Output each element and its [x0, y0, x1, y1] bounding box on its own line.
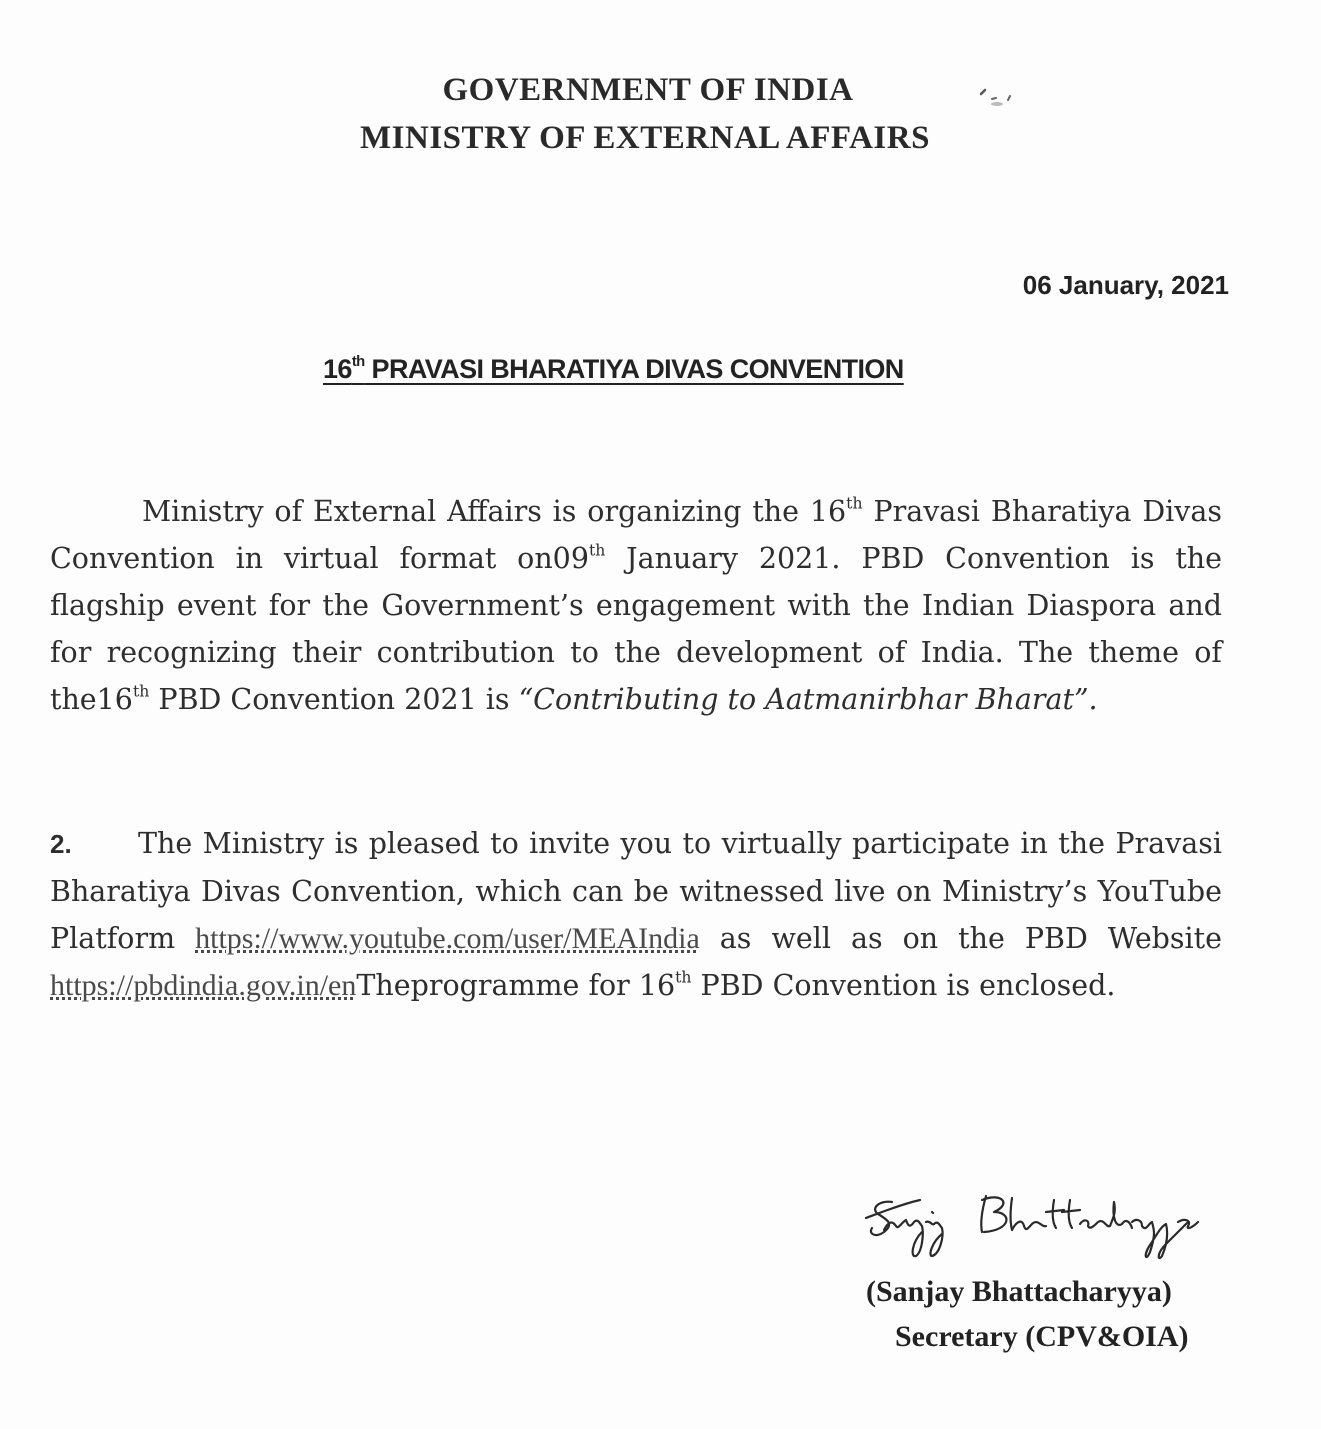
title-ordinal: th	[351, 354, 365, 371]
signatory-designation: Secretary (CPV&OIA)	[895, 1320, 1189, 1353]
paragraph-2	[50, 820, 1222, 1009]
document-title	[323, 354, 904, 385]
para1-text-2: Pravasi Bharatiya Divas Convention in virtual format on09	[50, 495, 1222, 575]
para2-text-4: PBD Convention is enclosed.	[691, 969, 1116, 1002]
pbd-website-link[interactable]: https://pbdindia.gov.in/en	[50, 969, 357, 1002]
para2-text-1: The Ministry is pleased to invite you to virtually participate in the Pravasi Bharatiya Divas Convention, which can be witnessed live on Ministry’s YouTube Platform	[50, 827, 1222, 955]
header-government: GOVERNMENT OF INDIA	[442, 72, 854, 108]
paragraph-number: 2.	[50, 829, 72, 859]
scan-speck-mark	[975, 86, 1019, 108]
para1-text-3: January 2021. PBD Convention is the flagship event for the Government’s engagement with the Indian Diaspora and for recognizing their contribution to the development of India. The theme of the16	[50, 542, 1222, 716]
para1-sup-1: th	[846, 493, 863, 513]
youtube-link[interactable]: https://www.youtube.com/user/MEAIndia	[195, 922, 700, 955]
para2-sup-1: th	[675, 967, 692, 987]
title-number: 16	[323, 354, 352, 384]
para1-sup-2: th	[588, 540, 606, 560]
convention-theme: “Contributing to Aatmanirbhar Bharat”.	[518, 683, 1098, 716]
para1-sup-3: th	[132, 681, 150, 701]
para1-text-1: Ministry of External Affairs is organizing the 16	[142, 495, 847, 528]
letter-date: 06 January, 2021	[1022, 270, 1229, 300]
title-text: PRAVASI BHARATIYA DIVAS CONVENTION	[364, 354, 904, 384]
para1-text-4: PBD Convention 2021 is	[149, 683, 519, 716]
handwritten-signature	[862, 1182, 1222, 1272]
para2-text-3: Theprogramme for 16	[356, 969, 676, 1002]
paragraph-1	[50, 488, 1222, 723]
para2-text-2: as well as on the PBD Website	[699, 922, 1222, 955]
header-ministry: MINISTRY OF EXTERNAL AFFAIRS	[360, 120, 930, 156]
signatory-name: (Sanjay Bhattacharyya)	[866, 1275, 1172, 1308]
